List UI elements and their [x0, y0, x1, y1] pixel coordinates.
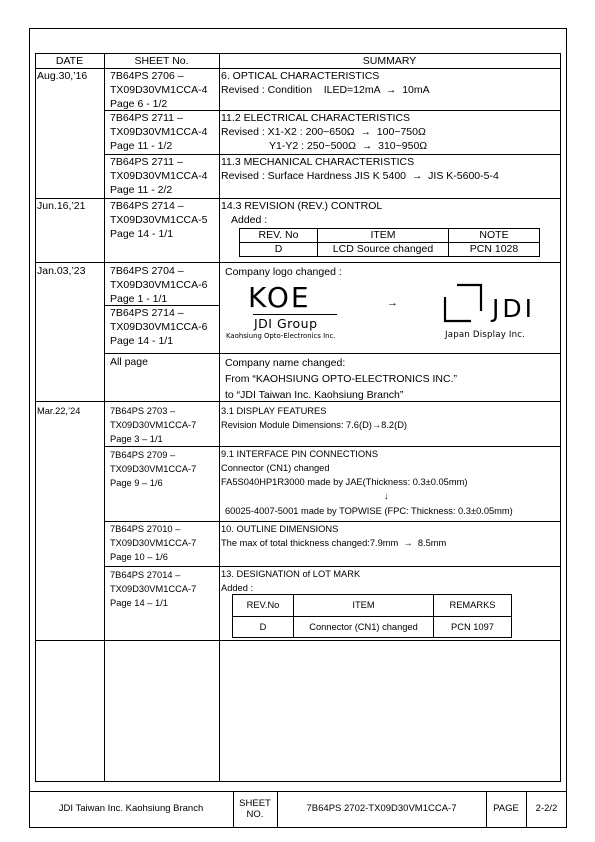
sheet-line: Page 14 - 1/1: [110, 335, 174, 347]
entry-date: Aug.30,’16: [37, 70, 88, 82]
summary-line: Y1-Y2 : 250~500Ω → 310~950Ω: [269, 140, 428, 152]
jdi-logo-mark-icon: [443, 283, 483, 325]
sheet-line: TX09D30VM1CCA-7: [110, 538, 197, 548]
sheet-line: TX09D30VM1CCA-7: [110, 420, 197, 430]
footer-page-label: PAGE: [493, 803, 519, 814]
jdi-logo-sub: Japan Display Inc.: [445, 330, 526, 340]
table-header-item: ITEM: [318, 229, 449, 243]
sheet-line: Page 11 - 1/2: [110, 140, 173, 152]
sheet-line: TX09D30VM1CCA-4: [110, 84, 208, 96]
sheet-line: Page 9 – 1/6: [110, 478, 163, 488]
sheet-line: TX09D30VM1CCA-5: [110, 214, 208, 226]
down-arrow-icon: ↓: [384, 491, 389, 501]
entry-date: Jan.03,’23: [37, 265, 86, 277]
koe-logo-text: KOE: [248, 281, 311, 314]
table-cell: PCN 1028: [449, 243, 540, 257]
sheet-line: TX09D30VM1CCA-7: [110, 584, 197, 594]
footer-doc-no: 7B64PS 2702-TX09D30VM1CCA-7: [306, 803, 457, 814]
table-header-remarks: REMARKS: [434, 595, 512, 617]
sheet-line: 7B64PS 2714 –: [110, 307, 184, 319]
table-header-item: ITEM: [294, 595, 434, 617]
sheet-line: TX09D30VM1CCA-6: [110, 279, 208, 291]
summary-line: 11.3 MECHANICAL CHARACTERISTICS: [221, 156, 415, 168]
table-cell: D: [240, 243, 318, 257]
summary-line: Revision Module Dimensions: 7.6(D)→8.2(D): [221, 420, 408, 430]
summary-line: 14.3 REVISION (REV.) CONTROL: [221, 200, 383, 212]
summary-line: Revised : X1-X2 : 200~650Ω → 100~750Ω: [221, 126, 426, 138]
summary-line: Company name changed:: [225, 357, 346, 369]
jdi-logo-text: JDI: [492, 294, 535, 323]
summary-line: FA5S040HP1R3000 made by JAE(Thickness: 0.3±0.05mm): [221, 477, 468, 487]
sheet-line: 7B64PS 2714 –: [110, 200, 184, 212]
koe-logo-group: JDI Group: [254, 316, 318, 331]
sheet-line: TX09D30VM1CCA-6: [110, 321, 208, 333]
table-header-note: NOTE: [449, 229, 540, 243]
table-cell: Connector (CN1) changed: [294, 617, 434, 638]
summary-line: Added :: [231, 214, 268, 226]
sheet-line: Page 1 - 1/1: [110, 293, 168, 305]
koe-logo-sub: Kaohsiung Opto-Electronics Inc.: [226, 332, 336, 340]
sheet-line: Page 3 – 1/1: [110, 434, 163, 444]
sheet-line: Page 11 - 2/2: [110, 184, 173, 196]
sheet-line: 7B64PS 27014 –: [110, 570, 181, 580]
table-header-rev-no: REV. No: [240, 229, 318, 243]
sheet-line: TX09D30VM1CCA-4: [110, 126, 208, 138]
summary-line: 6. OPTICAL CHARACTERISTICS: [221, 70, 380, 82]
summary-line: 60025-4007-5001 made by TOPWISE (FPC: Thickness: 0.3±0.05mm): [225, 506, 513, 516]
summary-line: Company logo changed :: [225, 266, 342, 278]
table-cell: D: [233, 617, 294, 638]
summary-line: 3.1 DISPLAY FEATURES: [221, 406, 327, 416]
entry-date: Jun.16,’21: [37, 200, 86, 212]
table-header-rev-no: REV.No: [233, 595, 294, 617]
table-cell: PCN 1097: [434, 617, 512, 638]
sheet-line: Page 10 – 1/6: [110, 552, 168, 562]
summary-line: 10. OUTLINE DIMENSIONS: [221, 524, 339, 534]
sheet-line: Page 6 - 1/2: [110, 98, 168, 110]
koe-logo-rule: [253, 314, 337, 315]
sheet-line: TX09D30VM1CCA-7: [110, 464, 197, 474]
header-summary: SUMMARY: [362, 55, 417, 67]
sheet-line: 7B64PS 2711 –: [110, 156, 183, 168]
lot-mark-table: [232, 594, 512, 638]
sheet-line: All page: [110, 356, 148, 368]
footer-page-value: 2-2/2: [535, 803, 558, 814]
summary-line: The max of total thickness changed:7.9mm → 8.5mm: [221, 538, 447, 548]
sheet-line: 7B64PS 2704 –: [110, 265, 184, 277]
sheet-line: 7B64PS 27010 –: [110, 524, 181, 534]
footer-company: JDI Taiwan Inc. Kaohsiung Branch: [58, 803, 204, 814]
summary-line: 11.2 ELECTRICAL CHARACTERISTICS: [221, 112, 411, 124]
sheet-line: 7B64PS 2703 –: [110, 406, 176, 416]
arrow-icon: →: [387, 297, 398, 309]
summary-line: Added :: [221, 583, 254, 593]
sheet-line: Page 14 - 1/1: [110, 228, 174, 240]
sheet-line: 7B64PS 2711 –: [110, 112, 183, 124]
summary-line: From “KAOHSIUNG OPTO-ELECTRONICS INC.”: [225, 373, 457, 385]
summary-line: to “JDI Taiwan Inc. Kaohsiung Branch”: [225, 389, 404, 401]
sheet-line: 7B64PS 2709 –: [110, 450, 176, 460]
table-cell: LCD Source changed: [318, 243, 449, 257]
sheet-line: 7B64PS 2706 –: [110, 70, 184, 82]
entry-date: Mar.22,’24: [37, 406, 81, 416]
summary-line: Connector (CN1) changed: [221, 463, 330, 473]
sheet-line: Page 14 – 1/1: [110, 598, 168, 608]
summary-line: Revised : Surface Hardness JIS K 5400 → JIS K-5600-5-4: [221, 170, 499, 182]
sheet-line: TX09D30VM1CCA-4: [110, 170, 208, 182]
summary-line: Revised : Condition ILED=12mA → 10mA: [221, 84, 430, 96]
summary-line: 9.1 INTERFACE PIN CONNECTIONS: [221, 449, 379, 459]
header-date: DATE: [55, 55, 84, 67]
summary-line: 13. DESIGNATION of LOT MARK: [221, 569, 361, 579]
footer-sheet-label: SHEET: [239, 798, 271, 809]
header-sheet-no: SHEET No.: [134, 55, 189, 67]
footer-sheet-label: NO.: [246, 809, 264, 820]
rev-control-table: [239, 228, 540, 257]
